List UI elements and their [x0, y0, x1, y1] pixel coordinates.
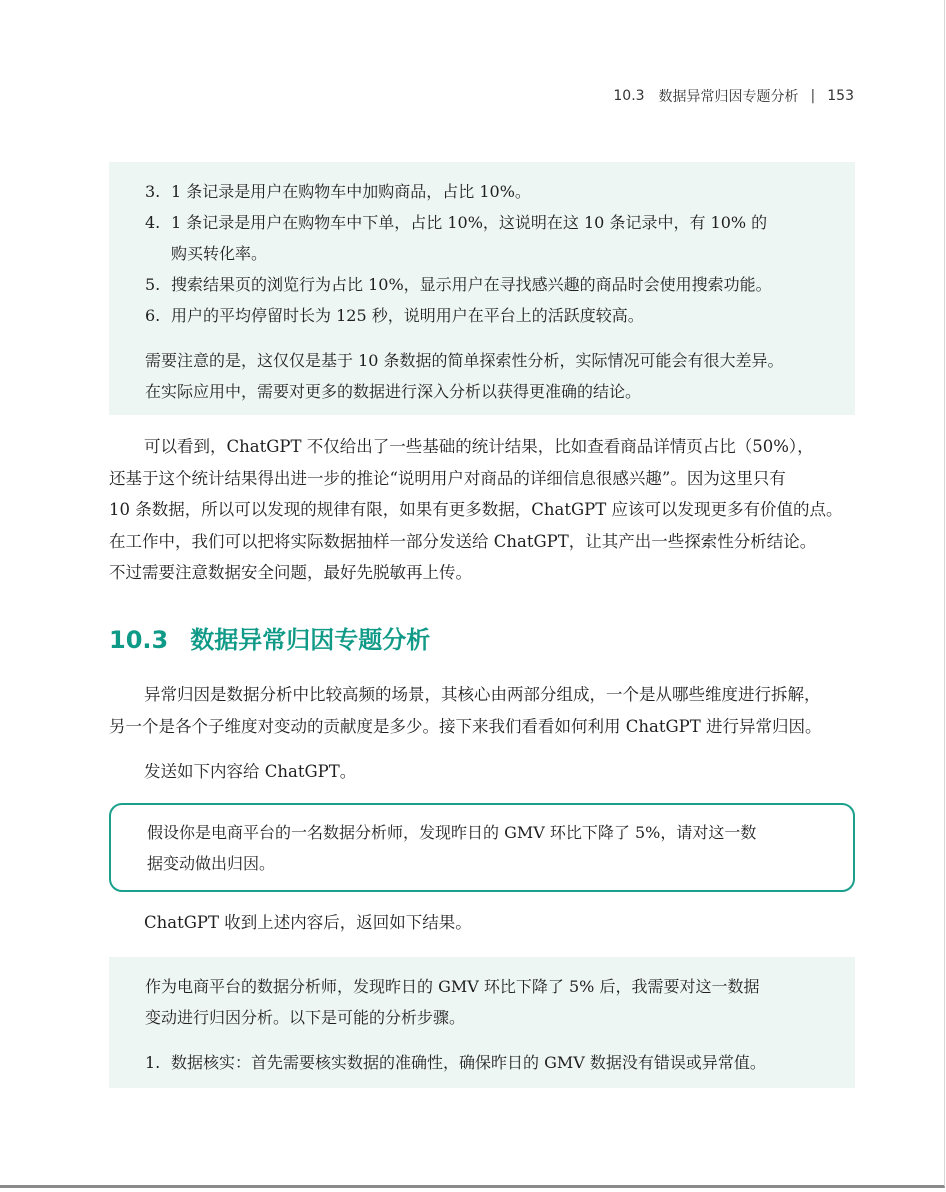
- note-line: 在实际应用中，需要对更多的数据进行深入分析以获得更准确的结论。: [145, 382, 642, 401]
- received-instruction: [109, 907, 855, 939]
- header-section-number: 10.3: [613, 88, 645, 104]
- list-item: [145, 1047, 819, 1078]
- note-line: 需要注意的是，这仅仅是基于 10 条数据的简单探索性分析，实际情况可能会有很大差异。: [145, 351, 784, 370]
- paragraph-line: ChatGPT 收到上述内容后，返回如下结果。: [144, 913, 472, 932]
- list-number: 1.: [145, 1053, 161, 1072]
- list-number: 3.: [145, 182, 161, 201]
- response-line: 作为电商平台的数据分析师，发现昨日的 GMV 环比下降了 5% 后，我需要对这一数据: [145, 977, 760, 996]
- prompt-box: [109, 803, 855, 892]
- list-number: 6.: [145, 306, 161, 325]
- paragraph-line: 10 条数据，所以可以发现的规律有限，如果有更多数据，ChatGPT 应该可以发现更多有价值的点。: [109, 500, 843, 519]
- prompt-line: 据变动做出归因。: [147, 854, 276, 873]
- list-text: 1 条记录是用户在购物车中下单，占比 10%，这说明在这 10 条记录中，有 10% 的: [171, 213, 768, 232]
- list-number: 4.: [145, 213, 161, 232]
- list-item: [145, 300, 819, 331]
- list-text: 用户的平均停留时长为 125 秒，说明用户在平台上的活跃度较高。: [171, 306, 644, 325]
- response-callout-1: [109, 162, 855, 415]
- body-paragraph-1: [109, 431, 855, 589]
- section-heading: [109, 620, 430, 655]
- prompt-line: 假设你是电商平台的一名数据分析师，发现昨日的 GMV 环比下降了 5%，请对这一数: [147, 823, 757, 842]
- body-paragraph-2: [109, 679, 855, 742]
- list-text: 搜索结果页的浏览行为占比 10%，显示用户在寻找感兴趣的商品时会使用搜索功能。: [171, 275, 772, 294]
- section-number: 10.3: [109, 626, 169, 654]
- paragraph-line: 在工作中，我们可以把将实际数据抽样一部分发送给 ChatGPT，让其产出一些探索性分析结论。: [109, 531, 817, 551]
- send-instruction: [109, 756, 855, 788]
- response-line: 变动进行归因分析。以下是可能的分析步骤。: [145, 1008, 466, 1027]
- list-number: 5.: [145, 275, 161, 294]
- paragraph-line: 异常归因是数据分析中比较高频的场景，其核心由两部分组成，一个是从哪些维度进行拆解，: [144, 685, 821, 704]
- running-header: [613, 86, 854, 106]
- paragraph-line: 不过需要注意数据安全问题，最好先脱敏再上传。: [109, 563, 472, 582]
- list-item: [145, 176, 819, 207]
- list-text: 1 条记录是用户在购物车中加购商品，占比 10%。: [171, 182, 531, 201]
- list-item: [145, 207, 819, 238]
- header-section-title: 数据异常归因专题分析: [658, 89, 799, 105]
- header-separator: |: [810, 88, 816, 104]
- paragraph-line: 可以看到，ChatGPT 不仅给出了一些基础的统计结果，比如查看商品详情页占比（50%），: [144, 437, 814, 456]
- list-text: 数据核实：首先需要核实数据的准确性，确保昨日的 GMV 数据没有错误或异常值。: [171, 1053, 766, 1072]
- response-callout-2: [109, 957, 855, 1088]
- section-title: 数据异常归因专题分析: [190, 626, 431, 654]
- list-item: [145, 269, 819, 300]
- page-number: 153: [827, 88, 854, 104]
- paragraph-line: 还基于这个统计结果得出进一步的推论“说明用户对商品的详细信息很感兴趣”。因为这里只有: [109, 468, 786, 488]
- paragraph-line: 发送如下内容给 ChatGPT。: [144, 762, 357, 781]
- paragraph-line: 另一个是各个子维度对变动的贡献度是多少。接下来我们看看如何利用 ChatGPT 进行异常归因。: [109, 716, 822, 736]
- list-text-continued: 购买转化率。: [171, 244, 268, 263]
